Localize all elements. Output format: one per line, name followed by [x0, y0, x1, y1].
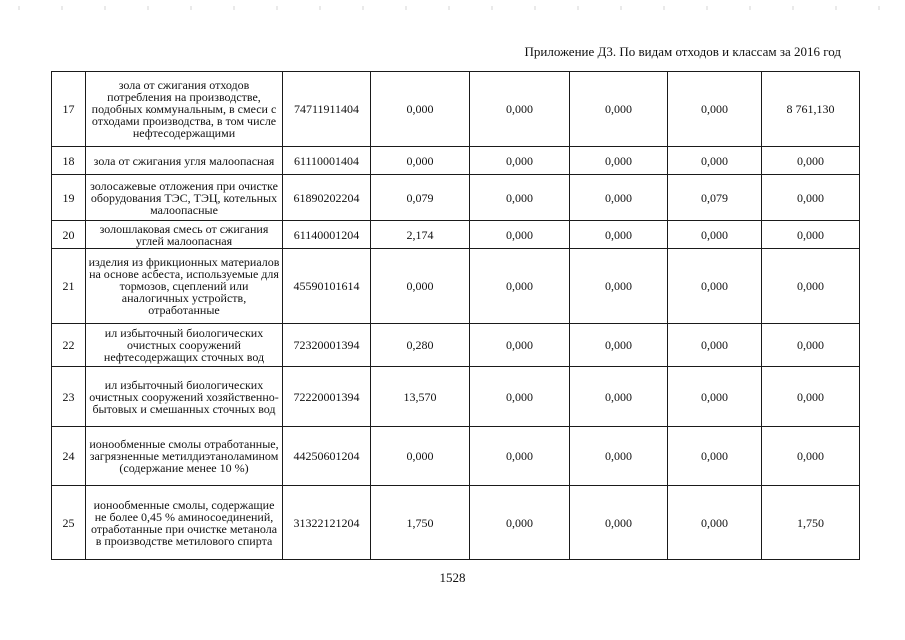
row-number: 17: [52, 72, 86, 147]
fkko-code: 61140001204: [283, 221, 371, 249]
value-cell: 0,000: [470, 486, 570, 560]
value-cell: 0,000: [470, 324, 570, 367]
value-cell: 0,000: [668, 324, 762, 367]
waste-name: ил избыточный биологических очистных сооружений хозяйственно-бытовых и смешанных сточных вод: [86, 367, 283, 427]
value-cell: 0,000: [470, 147, 570, 175]
fkko-code: 61890202204: [283, 175, 371, 221]
value-cell: 0,000: [762, 175, 860, 221]
value-cell: 0,000: [762, 249, 860, 324]
value-cell: 0,000: [570, 72, 668, 147]
table-row: [52, 427, 860, 486]
table-row: [52, 486, 860, 560]
value-cell: 0,000: [470, 367, 570, 427]
waste-name: зола от сжигания отходов потребления на производстве, подобных коммунальным, в смеси с отходами производства, в том числе нефтесодержащими: [86, 72, 283, 147]
value-cell: 0,079: [668, 175, 762, 221]
row-number: 18: [52, 147, 86, 175]
value-cell: 0,280: [371, 324, 470, 367]
value-cell: 0,000: [668, 486, 762, 560]
value-cell: 1,750: [762, 486, 860, 560]
value-cell: 1,750: [371, 486, 470, 560]
value-cell: 0,000: [371, 249, 470, 324]
fkko-code: 72220001394: [283, 367, 371, 427]
table-row: [52, 221, 860, 249]
value-cell: 0,000: [470, 221, 570, 249]
value-cell: 0,000: [570, 486, 668, 560]
fkko-code: 31322121204: [283, 486, 371, 560]
value-cell: 0,000: [762, 221, 860, 249]
page-number: 1528: [439, 570, 466, 585]
value-cell: 0,000: [470, 175, 570, 221]
value-cell: 0,000: [570, 367, 668, 427]
value-cell: 0,000: [668, 72, 762, 147]
waste-name: ионообменные смолы отработанные, загрязненные метилдиэтаноламином (содержание менее 10 %): [86, 427, 283, 486]
page-header-title: Приложение Д3. По видам отходов и классам за 2016 год: [524, 44, 841, 59]
value-cell: 0,000: [570, 324, 668, 367]
value-cell: 0,000: [470, 249, 570, 324]
value-cell: 8 761,130: [762, 72, 860, 147]
fkko-code: 74711911404: [283, 72, 371, 147]
table-row: [52, 367, 860, 427]
value-cell: 0,000: [570, 249, 668, 324]
table-row: [52, 147, 860, 175]
value-cell: 0,000: [570, 147, 668, 175]
table-row: [52, 324, 860, 367]
value-cell: 0,000: [668, 427, 762, 486]
waste-name: зола от сжигания угля малоопасная: [86, 147, 283, 175]
value-cell: 0,000: [762, 367, 860, 427]
value-cell: 0,000: [570, 427, 668, 486]
fkko-code: 61110001404: [283, 147, 371, 175]
table-row: [52, 72, 860, 147]
row-number: 24: [52, 427, 86, 486]
value-cell: 0,000: [762, 427, 860, 486]
fkko-code: 45590101614: [283, 249, 371, 324]
value-cell: 0,000: [570, 221, 668, 249]
waste-name: изделия из фрикционных материалов на основе асбеста, используемые для тормозов, сцеплений или аналогичных устройств, отработанные: [86, 249, 283, 324]
waste-name: золосажевые отложения при очистке оборудования ТЭС, ТЭЦ, котельных малоопасные: [86, 175, 283, 221]
waste-name: ил избыточный биологических очистных сооружений нефтесодержащих сточных вод: [86, 324, 283, 367]
waste-name: ионообменные смолы, содержащие не более 0,45 % аминосоединений, отработанные при очистке метанола в производстве метилового спирта: [86, 486, 283, 560]
value-cell: 2,174: [371, 221, 470, 249]
fkko-code: 44250601204: [283, 427, 371, 486]
value-cell: 0,079: [371, 175, 470, 221]
value-cell: 0,000: [470, 72, 570, 147]
value-cell: 0,000: [668, 147, 762, 175]
value-cell: 0,000: [762, 147, 860, 175]
table-row: [52, 249, 860, 324]
value-cell: 0,000: [668, 249, 762, 324]
row-number: 19: [52, 175, 86, 221]
row-number: 21: [52, 249, 86, 324]
waste-table: [51, 71, 860, 560]
scan-artifact-strip: [0, 6, 905, 10]
row-number: 22: [52, 324, 86, 367]
value-cell: 0,000: [668, 367, 762, 427]
value-cell: 0,000: [668, 221, 762, 249]
value-cell: 0,000: [371, 147, 470, 175]
fkko-code: 72320001394: [283, 324, 371, 367]
value-cell: 0,000: [371, 427, 470, 486]
waste-name: золошлаковая смесь от сжигания углей малоопасная: [86, 221, 283, 249]
value-cell: 13,570: [371, 367, 470, 427]
value-cell: 0,000: [371, 72, 470, 147]
value-cell: 0,000: [762, 324, 860, 367]
row-number: 20: [52, 221, 86, 249]
table-row: [52, 175, 860, 221]
value-cell: 0,000: [470, 427, 570, 486]
row-number: 25: [52, 486, 86, 560]
value-cell: 0,000: [570, 175, 668, 221]
row-number: 23: [52, 367, 86, 427]
